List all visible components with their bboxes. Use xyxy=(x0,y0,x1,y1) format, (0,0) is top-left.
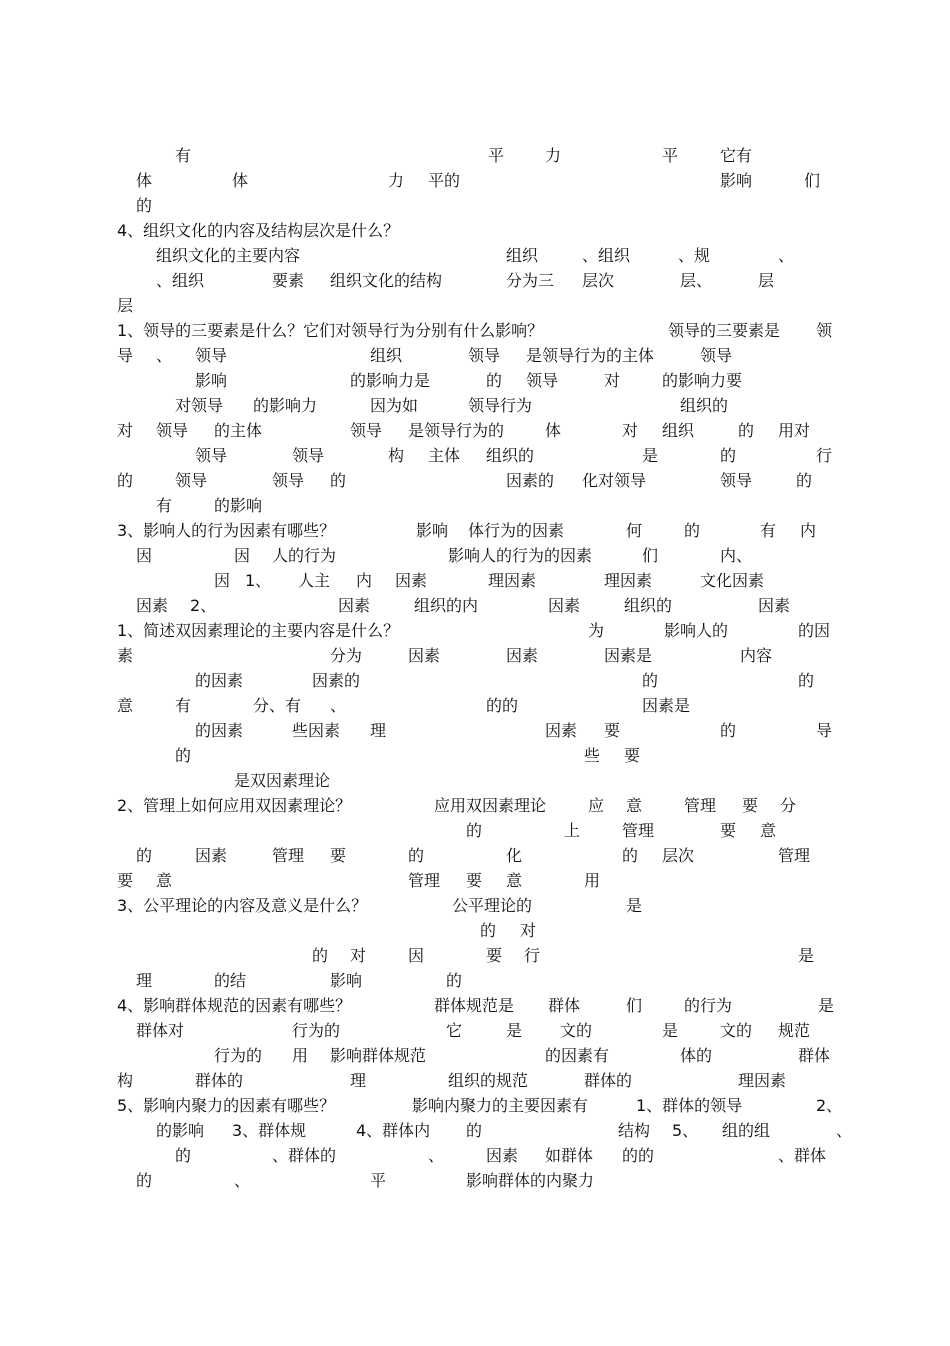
text-segment: 组织 xyxy=(662,421,695,440)
text-segment: 的的 xyxy=(486,696,519,715)
text-segment: 平 xyxy=(370,1171,387,1190)
text-segment: 影响群体规范 xyxy=(330,1046,427,1065)
text-line xyxy=(0,668,950,693)
text-segment: 层 xyxy=(758,271,775,290)
text-segment: 的 xyxy=(117,471,134,490)
text-segment: 因素 xyxy=(195,846,228,865)
text-segment: 领导 xyxy=(350,421,383,440)
text-segment: 的 xyxy=(330,471,347,490)
text-segment: 因素 xyxy=(338,596,371,615)
text-segment: 们 xyxy=(626,996,643,1015)
text-segment: 、 xyxy=(778,246,795,265)
text-segment: 管理 xyxy=(408,871,441,890)
text-segment: 4、组织文化的内容及结构层次是什么？ xyxy=(117,221,400,240)
text-segment: 是领导行为的 xyxy=(408,421,505,440)
text-segment: 的因素 xyxy=(195,671,244,690)
text-segment: 、 xyxy=(234,1171,251,1190)
text-segment: 内 xyxy=(356,571,373,590)
text-segment: 因 xyxy=(136,546,153,565)
text-line xyxy=(0,868,950,893)
text-segment: 应 xyxy=(588,796,605,815)
text-segment: 影响人的 xyxy=(664,621,729,640)
text-segment: 有 xyxy=(175,696,192,715)
text-segment: 的 xyxy=(720,446,737,465)
text-segment: 文化因素 xyxy=(700,571,765,590)
text-line xyxy=(0,1143,950,1168)
text-line xyxy=(0,318,950,343)
text-segment: 因 xyxy=(214,571,231,590)
text-segment: 是 xyxy=(642,446,659,465)
text-line xyxy=(0,243,950,268)
text-segment: 分、有 xyxy=(253,696,302,715)
text-segment: 领导 xyxy=(156,421,189,440)
text-segment: 的影响力是 xyxy=(350,371,431,390)
text-line xyxy=(0,1068,950,1093)
text-segment: 的的 xyxy=(622,1146,655,1165)
text-segment: 群体对 xyxy=(136,1021,185,1040)
text-segment: 的 xyxy=(642,671,659,690)
text-segment: 是 xyxy=(798,946,815,965)
text-segment: 的行为 xyxy=(684,996,733,1015)
text-segment: 的 xyxy=(175,1146,192,1165)
text-segment: 的 xyxy=(798,671,815,690)
text-segment: 领导 xyxy=(526,371,559,390)
text-segment: 导 xyxy=(816,721,833,740)
text-segment: 结构 xyxy=(618,1121,651,1140)
text-segment: 影响 xyxy=(416,521,449,540)
text-segment: 文的 xyxy=(560,1021,593,1040)
text-segment: 们 xyxy=(804,171,821,190)
text-segment: 领导 xyxy=(175,471,208,490)
text-line xyxy=(0,918,950,943)
text-segment: 2、 xyxy=(190,596,217,615)
text-segment: 因素的 xyxy=(312,671,361,690)
text-segment: 体 xyxy=(136,171,153,190)
text-segment: 的因素 xyxy=(195,721,244,740)
text-segment: 意 xyxy=(506,871,523,890)
text-segment: 要 xyxy=(117,871,134,890)
text-segment: 3、公平理论的内容及意义是什么？ xyxy=(117,896,368,915)
text-segment: 体行为的因素 xyxy=(468,521,565,540)
text-segment: 平 xyxy=(662,146,679,165)
text-segment: 主体 xyxy=(428,446,461,465)
text-segment: 4、影响群体规范的因素有哪些？ xyxy=(117,996,352,1015)
text-segment: 5、 xyxy=(672,1121,699,1140)
text-segment: 的因素有 xyxy=(545,1046,610,1065)
text-line xyxy=(0,693,950,718)
text-segment: 层、 xyxy=(680,271,713,290)
text-segment: 意 xyxy=(760,821,777,840)
text-line xyxy=(0,268,950,293)
text-segment: 力 xyxy=(545,146,562,165)
text-segment: 因素是 xyxy=(642,696,691,715)
text-segment: 要 xyxy=(466,871,483,890)
text-segment: 的 xyxy=(720,721,737,740)
text-segment: 组织的规范 xyxy=(448,1071,529,1090)
text-segment: 人主 xyxy=(298,571,331,590)
text-line xyxy=(0,718,950,743)
text-segment: 构 xyxy=(388,446,405,465)
text-segment: 因 xyxy=(234,546,251,565)
text-segment: 管理 xyxy=(272,846,305,865)
text-segment: 它有 xyxy=(720,146,753,165)
text-segment: 组织的 xyxy=(680,396,729,415)
text-segment: 的 xyxy=(136,196,153,215)
text-segment: 分为三 xyxy=(506,271,555,290)
text-segment: 层次 xyxy=(662,846,695,865)
text-segment: 影响群体的内聚力 xyxy=(466,1171,595,1190)
text-segment: 行为的 xyxy=(214,1046,263,1065)
text-segment: 领 xyxy=(816,321,833,340)
text-segment: 因素 xyxy=(408,646,441,665)
text-segment: 的 xyxy=(408,846,425,865)
text-line xyxy=(0,143,950,168)
text-line xyxy=(0,1168,950,1193)
text-segment: 影响内聚力的主要因素有 xyxy=(412,1096,589,1115)
text-segment: 、规 xyxy=(678,246,711,265)
text-segment: 因为如 xyxy=(370,396,419,415)
text-segment: 因素 xyxy=(548,596,581,615)
text-segment: 1、简述双因素理论的主要内容是什么？ xyxy=(117,621,400,640)
text-segment: 对 xyxy=(520,921,537,940)
text-line xyxy=(0,793,950,818)
text-segment: 是 xyxy=(626,896,643,915)
text-segment: 理 xyxy=(136,971,153,990)
text-segment: 用 xyxy=(292,1046,309,1065)
text-segment: 、组织 xyxy=(582,246,631,265)
text-line xyxy=(0,943,950,968)
text-segment: 平的 xyxy=(428,171,461,190)
text-segment: 的 xyxy=(466,821,483,840)
text-segment: 组织 xyxy=(370,346,403,365)
text-segment: 内、 xyxy=(720,546,753,565)
text-segment: 的因 xyxy=(798,621,831,640)
text-line xyxy=(0,1018,950,1043)
text-segment: 要 xyxy=(604,721,621,740)
text-line xyxy=(0,343,950,368)
text-segment: 的 xyxy=(738,421,755,440)
text-segment: 内 xyxy=(800,521,817,540)
text-segment: 的影响力 xyxy=(253,396,318,415)
text-segment: 的影响力要 xyxy=(662,371,743,390)
text-segment: 的 xyxy=(312,946,329,965)
text-segment: 层 xyxy=(117,296,134,315)
text-segment: 2、管理上如何应用双因素理论？ xyxy=(117,796,352,815)
text-segment: 影响 xyxy=(330,971,363,990)
text-segment: 力 xyxy=(388,171,405,190)
text-line xyxy=(0,218,950,243)
text-segment: 素 xyxy=(117,646,134,665)
text-segment: 要 xyxy=(486,946,503,965)
text-segment: 体 xyxy=(545,421,562,440)
text-segment: 导 xyxy=(117,346,134,365)
text-segment: 它 xyxy=(446,1021,463,1040)
text-segment: 、 xyxy=(428,1146,445,1165)
text-segment: 2、 xyxy=(816,1096,843,1115)
text-segment: 层次 xyxy=(582,271,615,290)
text-line xyxy=(0,843,950,868)
text-segment: 理 xyxy=(350,1071,367,1090)
text-segment: 理因素 xyxy=(604,571,653,590)
text-segment: 因素 xyxy=(395,571,428,590)
text-segment: 意 xyxy=(117,696,134,715)
text-segment: 领导行为 xyxy=(468,396,533,415)
text-segment: 的结 xyxy=(214,971,247,990)
text-segment: 的 xyxy=(622,846,639,865)
text-segment: 、组织 xyxy=(156,271,205,290)
text-segment: 公平理论的 xyxy=(452,896,533,915)
text-segment: 些因素 xyxy=(292,721,341,740)
text-line xyxy=(0,1118,950,1143)
text-line xyxy=(0,368,950,393)
text-segment: 分 xyxy=(780,796,797,815)
text-segment: 的 xyxy=(480,921,497,940)
text-segment: 领导 xyxy=(272,471,305,490)
text-segment: 对 xyxy=(117,421,134,440)
text-line xyxy=(0,293,950,318)
text-segment: 用 xyxy=(584,871,601,890)
text-segment: 文的 xyxy=(720,1021,753,1040)
text-segment: 的 xyxy=(486,371,503,390)
text-line xyxy=(0,568,950,593)
text-line xyxy=(0,1093,950,1118)
text-segment: 管理 xyxy=(622,821,655,840)
text-segment: 因素 xyxy=(136,596,169,615)
text-segment: 为 xyxy=(588,621,605,640)
text-segment: 管理 xyxy=(684,796,717,815)
text-segment: 因素 xyxy=(486,1146,519,1165)
text-segment: 是 xyxy=(662,1021,679,1040)
text-segment: 是双因素理论 xyxy=(234,771,331,790)
text-segment: 领导 xyxy=(195,346,228,365)
text-line xyxy=(0,518,950,543)
text-segment: 、 xyxy=(156,346,173,365)
text-segment: 上 xyxy=(564,821,581,840)
text-segment: 化 xyxy=(506,846,523,865)
text-segment: 领导 xyxy=(292,446,325,465)
text-segment: 的 xyxy=(136,1171,153,1190)
text-line xyxy=(0,893,950,918)
text-line xyxy=(0,618,950,643)
text-segment: 的 xyxy=(446,971,463,990)
text-segment: 管理 xyxy=(778,846,811,865)
text-line xyxy=(0,493,950,518)
text-segment: 平 xyxy=(488,146,505,165)
text-line xyxy=(0,593,950,618)
text-segment: 3、群体规 xyxy=(232,1121,307,1140)
text-segment: 是领导行为的主体 xyxy=(526,346,655,365)
text-segment: 应用双因素理论 xyxy=(434,796,547,815)
text-segment: 理因素 xyxy=(488,571,537,590)
text-segment: 的影响 xyxy=(214,496,263,515)
text-segment: 的 xyxy=(466,1121,483,1140)
text-segment: 1、领导的三要素是什么？它们对领导行为分别有什么影响？ xyxy=(117,321,544,340)
text-segment: 1、 xyxy=(245,571,272,590)
text-segment: 影响 xyxy=(720,171,753,190)
text-segment: 因素 xyxy=(506,646,539,665)
text-segment: 群体规范是 xyxy=(434,996,515,1015)
text-segment: 规范 xyxy=(778,1021,811,1040)
text-segment: 些 xyxy=(584,746,601,765)
text-segment: 组织文化的结构 xyxy=(330,271,443,290)
text-segment: 、 xyxy=(330,696,347,715)
text-line xyxy=(0,1043,950,1068)
text-segment: 影响 xyxy=(195,371,228,390)
text-segment: 群体 xyxy=(798,1046,831,1065)
text-segment: 、群体的 xyxy=(272,1146,337,1165)
text-segment: 有 xyxy=(156,496,173,515)
text-segment: 领导 xyxy=(468,346,501,365)
text-line xyxy=(0,168,950,193)
text-segment: 因素 xyxy=(545,721,578,740)
text-segment: 内容 xyxy=(740,646,773,665)
text-segment: 分为 xyxy=(330,646,363,665)
text-segment: 1、群体的领导 xyxy=(636,1096,743,1115)
text-segment: 意 xyxy=(156,871,173,890)
text-segment: 组织的 xyxy=(624,596,673,615)
text-segment: 的 xyxy=(684,521,701,540)
text-line xyxy=(0,193,950,218)
text-segment: 要 xyxy=(624,746,641,765)
text-segment: 的 xyxy=(136,846,153,865)
text-segment: 群体的 xyxy=(195,1071,244,1090)
text-line xyxy=(0,743,950,768)
text-segment: 4、群体内 xyxy=(356,1121,431,1140)
text-segment: 因 xyxy=(408,946,425,965)
text-segment: 们 xyxy=(642,546,659,565)
text-segment: 因素的 xyxy=(506,471,555,490)
text-segment: 的 xyxy=(796,471,813,490)
text-segment: 人的行为 xyxy=(272,546,337,565)
text-segment: 因素 xyxy=(758,596,791,615)
text-segment: 的影响 xyxy=(156,1121,205,1140)
text-segment: 对领导 xyxy=(175,396,224,415)
text-segment: 化对领导 xyxy=(582,471,647,490)
text-line xyxy=(0,543,950,568)
text-line xyxy=(0,418,950,443)
text-segment: 领导 xyxy=(195,446,228,465)
text-line xyxy=(0,993,950,1018)
text-segment: 组织文化的主要内容 xyxy=(156,246,301,265)
text-segment: 群体 xyxy=(548,996,581,1015)
text-segment: 理 xyxy=(370,721,387,740)
text-segment: 组的组 xyxy=(722,1121,771,1140)
text-segment: 体的 xyxy=(680,1046,713,1065)
text-segment: 行 xyxy=(524,946,541,965)
text-line xyxy=(0,968,950,993)
text-segment: 、群体 xyxy=(778,1146,827,1165)
text-segment: 理因素 xyxy=(738,1071,787,1090)
text-segment: 要 xyxy=(330,846,347,865)
text-segment: 构 xyxy=(117,1071,134,1090)
text-segment: 对 xyxy=(350,946,367,965)
text-segment: 是 xyxy=(506,1021,523,1040)
text-segment: 用对 xyxy=(778,421,811,440)
text-segment: 是 xyxy=(818,996,835,1015)
text-segment: 体 xyxy=(232,171,249,190)
text-segment: 行为的 xyxy=(292,1021,341,1040)
text-line xyxy=(0,818,950,843)
text-segment: 要素 xyxy=(272,271,305,290)
text-segment: 对 xyxy=(622,421,639,440)
text-segment: 因素是 xyxy=(604,646,653,665)
text-segment: 如群体 xyxy=(545,1146,594,1165)
text-segment: 组织的 xyxy=(486,446,535,465)
text-segment: 组织 xyxy=(506,246,539,265)
text-segment: 要 xyxy=(742,796,759,815)
text-segment: 意 xyxy=(626,796,643,815)
text-segment: 的 xyxy=(175,746,192,765)
text-segment: 3、影响人的行为因素有哪些？ xyxy=(117,521,336,540)
text-segment: 有 xyxy=(175,146,192,165)
text-segment: 领导 xyxy=(700,346,733,365)
text-line xyxy=(0,768,950,793)
text-segment: 有 xyxy=(760,521,777,540)
text-segment: 领导的三要素是 xyxy=(668,321,781,340)
text-segment: 群体的 xyxy=(584,1071,633,1090)
text-line xyxy=(0,468,950,493)
text-segment: 何 xyxy=(626,521,643,540)
text-line xyxy=(0,643,950,668)
text-line xyxy=(0,393,950,418)
text-segment: 影响人的行为的因素 xyxy=(448,546,593,565)
text-segment: 组织的内 xyxy=(414,596,479,615)
text-segment: 领导 xyxy=(720,471,753,490)
text-segment: 要 xyxy=(720,821,737,840)
text-segment: 的主体 xyxy=(214,421,263,440)
text-segment: 5、影响内聚力的因素有哪些？ xyxy=(117,1096,336,1115)
text-line xyxy=(0,443,950,468)
text-segment: 、 xyxy=(836,1121,853,1140)
text-segment: 行 xyxy=(816,446,833,465)
text-segment: 对 xyxy=(604,371,621,390)
